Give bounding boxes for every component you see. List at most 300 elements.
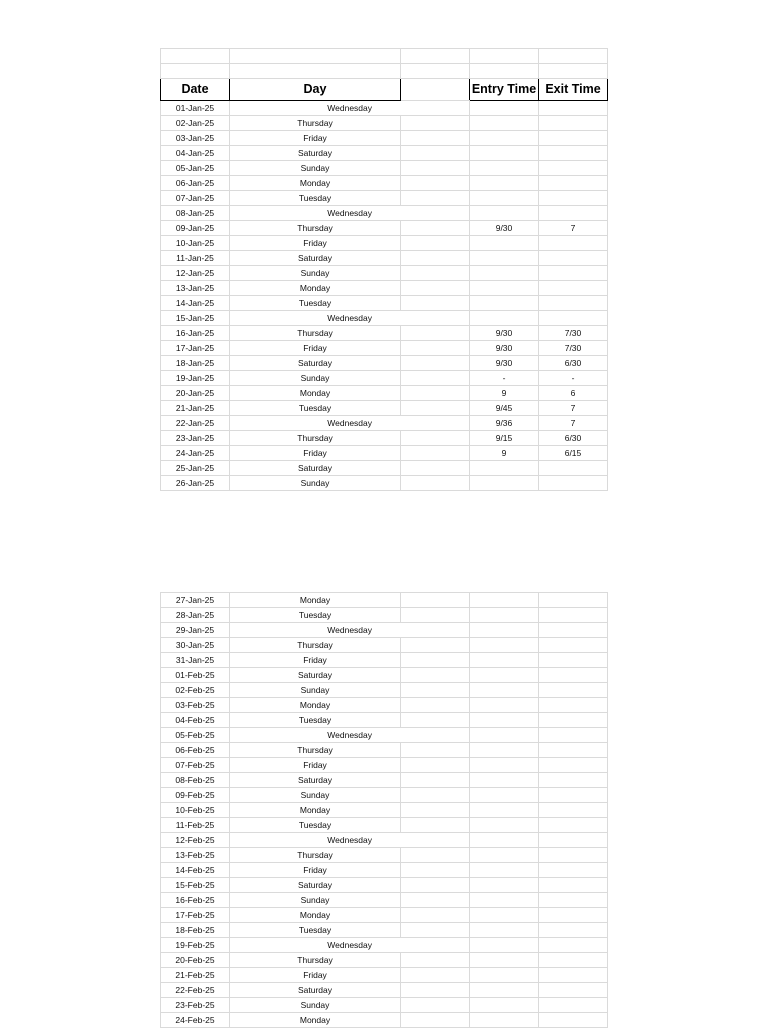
date-cell[interactable]: 06-Jan-25 [161, 176, 230, 191]
entry-time-cell[interactable] [470, 758, 539, 773]
entry-time-cell[interactable] [470, 296, 539, 311]
date-cell[interactable]: 21-Feb-25 [161, 968, 230, 983]
date-cell[interactable]: 02-Feb-25 [161, 683, 230, 698]
blank-cell[interactable] [401, 938, 470, 953]
day-cell[interactable]: Thursday [230, 953, 401, 968]
attendance-sheet-page-2 [160, 592, 608, 1028]
blank-cell[interactable] [401, 788, 470, 803]
day-cell[interactable]: Tuesday [230, 401, 401, 416]
exit-time-cell[interactable] [539, 476, 608, 491]
exit-time-cell[interactable] [539, 131, 608, 146]
entry-time-cell[interactable] [470, 863, 539, 878]
day-cell[interactable]: Sunday [230, 266, 401, 281]
blank-cell[interactable] [401, 998, 470, 1013]
exit-time-cell[interactable]: 6/30 [539, 356, 608, 371]
blank-cell[interactable] [401, 386, 470, 401]
blank-cell[interactable] [401, 863, 470, 878]
day-cell[interactable]: Tuesday [230, 713, 401, 728]
day-cell[interactable]: Monday [230, 593, 401, 608]
blank-cell[interactable] [401, 176, 470, 191]
entry-time-cell[interactable] [470, 953, 539, 968]
day-cell[interactable]: Friday [230, 341, 401, 356]
table-row [161, 206, 608, 221]
entry-time-cell[interactable] [470, 161, 539, 176]
header-day[interactable]: Day [230, 79, 401, 101]
blank-cell[interactable] [401, 416, 470, 431]
exit-time-cell[interactable] [539, 683, 608, 698]
table-row [161, 848, 608, 863]
date-cell[interactable]: 20-Jan-25 [161, 386, 230, 401]
entry-time-cell[interactable] [470, 116, 539, 131]
date-cell[interactable]: 17-Feb-25 [161, 908, 230, 923]
exit-time-cell[interactable] [539, 146, 608, 161]
exit-time-cell[interactable]: 7/30 [539, 326, 608, 341]
exit-time-cell[interactable] [539, 176, 608, 191]
blank-cell[interactable] [401, 236, 470, 251]
table-row [161, 833, 608, 848]
date-cell[interactable]: 24-Jan-25 [161, 446, 230, 461]
day-cell[interactable]: Monday [230, 698, 401, 713]
table-row [161, 116, 608, 131]
table-row [161, 176, 608, 191]
blank-cell[interactable] [401, 191, 470, 206]
exit-time-cell[interactable] [539, 788, 608, 803]
entry-time-cell[interactable] [470, 848, 539, 863]
blank-cell[interactable] [401, 683, 470, 698]
blank-cell[interactable] [401, 101, 470, 116]
date-cell[interactable]: 18-Feb-25 [161, 923, 230, 938]
table-row [161, 878, 608, 893]
day-cell[interactable]: Sunday [230, 161, 401, 176]
blank-cell[interactable] [401, 908, 470, 923]
day-cell[interactable]: Monday [230, 803, 401, 818]
day-cell[interactable]: Saturday [230, 461, 401, 476]
blank-cell[interactable] [401, 638, 470, 653]
day-cell[interactable]: Saturday [230, 146, 401, 161]
day-cell[interactable]: Monday [230, 176, 401, 191]
day-cell[interactable]: Monday [230, 1013, 401, 1028]
date-cell[interactable]: 12-Jan-25 [161, 266, 230, 281]
entry-time-cell[interactable] [470, 251, 539, 266]
date-cell[interactable]: 01-Jan-25 [161, 101, 230, 116]
exit-time-cell[interactable] [539, 803, 608, 818]
exit-time-cell[interactable]: - [539, 371, 608, 386]
exit-time-cell[interactable] [539, 908, 608, 923]
exit-time-cell[interactable] [539, 191, 608, 206]
day-cell[interactable]: Thursday [230, 743, 401, 758]
day-cell[interactable]: Monday [230, 386, 401, 401]
day-cell[interactable]: Tuesday [230, 818, 401, 833]
date-cell[interactable]: 16-Jan-25 [161, 326, 230, 341]
blank-cell[interactable] [401, 833, 470, 848]
exit-time-cell[interactable] [539, 653, 608, 668]
exit-time-cell[interactable] [539, 938, 608, 953]
date-cell[interactable]: 05-Feb-25 [161, 728, 230, 743]
day-cell[interactable]: Tuesday [230, 608, 401, 623]
blank-cell[interactable] [401, 311, 470, 326]
exit-time-cell[interactable]: 7/30 [539, 341, 608, 356]
day-cell[interactable]: Thursday [230, 221, 401, 236]
day-cell[interactable]: Saturday [230, 773, 401, 788]
exit-time-cell[interactable]: 7 [539, 401, 608, 416]
day-cell[interactable]: Thursday [230, 431, 401, 446]
date-cell[interactable]: 17-Jan-25 [161, 341, 230, 356]
date-cell[interactable]: 04-Jan-25 [161, 146, 230, 161]
date-cell[interactable]: 28-Jan-25 [161, 608, 230, 623]
date-cell[interactable]: 05-Jan-25 [161, 161, 230, 176]
entry-time-cell[interactable] [470, 698, 539, 713]
entry-time-cell[interactable] [470, 743, 539, 758]
day-cell[interactable]: Thursday [230, 848, 401, 863]
blank-cell[interactable] [401, 653, 470, 668]
date-cell[interactable]: 08-Jan-25 [161, 206, 230, 221]
blank-cell[interactable] [401, 326, 470, 341]
table-row [161, 713, 608, 728]
blank-cell[interactable] [401, 431, 470, 446]
exit-time-cell[interactable] [539, 728, 608, 743]
day-cell[interactable]: Thursday [230, 638, 401, 653]
day-cell[interactable]: Saturday [230, 983, 401, 998]
entry-time-cell[interactable] [470, 461, 539, 476]
date-cell[interactable]: 11-Feb-25 [161, 818, 230, 833]
date-cell[interactable]: 15-Feb-25 [161, 878, 230, 893]
table-row [161, 998, 608, 1013]
date-cell[interactable]: 10-Feb-25 [161, 803, 230, 818]
date-cell[interactable]: 11-Jan-25 [161, 251, 230, 266]
date-cell[interactable]: 09-Jan-25 [161, 221, 230, 236]
day-cell[interactable]: Wednesday [230, 416, 401, 431]
blank-cell[interactable] [401, 968, 470, 983]
blank-cell[interactable] [401, 893, 470, 908]
exit-time-cell[interactable] [539, 236, 608, 251]
date-cell[interactable]: 01-Feb-25 [161, 668, 230, 683]
date-cell[interactable]: 03-Feb-25 [161, 698, 230, 713]
entry-time-cell[interactable] [470, 653, 539, 668]
exit-time-cell[interactable] [539, 713, 608, 728]
date-cell[interactable]: 15-Jan-25 [161, 311, 230, 326]
date-cell[interactable]: 19-Jan-25 [161, 371, 230, 386]
date-cell[interactable]: 09-Feb-25 [161, 788, 230, 803]
exit-time-cell[interactable] [539, 1013, 608, 1028]
entry-time-cell[interactable] [470, 101, 539, 116]
exit-time-cell[interactable]: 6 [539, 386, 608, 401]
blank-cell[interactable] [401, 713, 470, 728]
day-cell[interactable]: Friday [230, 758, 401, 773]
exit-time-cell[interactable] [539, 101, 608, 116]
exit-time-cell[interactable] [539, 968, 608, 983]
day-cell[interactable]: Friday [230, 446, 401, 461]
entry-time-cell[interactable] [470, 593, 539, 608]
day-cell[interactable]: Saturday [230, 356, 401, 371]
date-cell[interactable]: 25-Jan-25 [161, 461, 230, 476]
header-entry-time[interactable]: Entry Time [470, 79, 539, 101]
blank-cell[interactable] [401, 476, 470, 491]
blank-cell[interactable] [401, 206, 470, 221]
blank-cell[interactable] [401, 668, 470, 683]
date-cell[interactable]: 18-Jan-25 [161, 356, 230, 371]
entry-time-cell[interactable] [470, 713, 539, 728]
blank-cell[interactable] [401, 818, 470, 833]
exit-time-cell[interactable] [539, 863, 608, 878]
date-cell[interactable]: 08-Feb-25 [161, 773, 230, 788]
table-row [161, 461, 608, 476]
blank-cell[interactable] [401, 728, 470, 743]
date-cell[interactable]: 02-Jan-25 [161, 116, 230, 131]
entry-time-cell[interactable]: 9/30 [470, 356, 539, 371]
day-cell[interactable]: Monday [230, 908, 401, 923]
blank-cell[interactable] [401, 221, 470, 236]
date-cell[interactable]: 07-Feb-25 [161, 758, 230, 773]
header-date[interactable]: Date [161, 79, 230, 101]
entry-time-cell[interactable] [470, 236, 539, 251]
day-cell[interactable]: Tuesday [230, 296, 401, 311]
date-cell[interactable]: 31-Jan-25 [161, 653, 230, 668]
exit-time-cell[interactable] [539, 773, 608, 788]
entry-time-cell[interactable] [470, 818, 539, 833]
blank-cell[interactable] [401, 281, 470, 296]
blank-cell[interactable] [401, 593, 470, 608]
day-cell[interactable]: Wednesday [230, 623, 401, 638]
entry-time-cell[interactable]: 9/30 [470, 221, 539, 236]
day-cell[interactable]: Thursday [230, 326, 401, 341]
date-cell[interactable]: 26-Jan-25 [161, 476, 230, 491]
date-cell[interactable]: 29-Jan-25 [161, 623, 230, 638]
entry-time-cell[interactable]: 9/15 [470, 431, 539, 446]
exit-time-cell[interactable]: 7 [539, 416, 608, 431]
date-cell[interactable]: 06-Feb-25 [161, 743, 230, 758]
exit-time-cell[interactable] [539, 266, 608, 281]
date-cell[interactable]: 23-Feb-25 [161, 998, 230, 1013]
day-cell[interactable]: Wednesday [230, 728, 401, 743]
date-cell[interactable]: 19-Feb-25 [161, 938, 230, 953]
empty-row [161, 64, 608, 79]
blank-cell[interactable] [401, 131, 470, 146]
day-cell[interactable]: Wednesday [230, 101, 401, 116]
blank-cell[interactable] [401, 623, 470, 638]
entry-time-cell[interactable] [470, 623, 539, 638]
exit-time-cell[interactable] [539, 623, 608, 638]
blank-cell[interactable] [401, 983, 470, 998]
day-cell[interactable]: Tuesday [230, 191, 401, 206]
blank-cell[interactable] [401, 878, 470, 893]
entry-time-cell[interactable] [470, 638, 539, 653]
entry-time-cell[interactable]: - [470, 371, 539, 386]
exit-time-cell[interactable] [539, 251, 608, 266]
blank-cell[interactable] [401, 371, 470, 386]
table-row [161, 161, 608, 176]
entry-time-cell[interactable] [470, 803, 539, 818]
exit-time-cell[interactable] [539, 461, 608, 476]
entry-time-cell[interactable] [470, 146, 539, 161]
entry-time-cell[interactable]: 9/30 [470, 326, 539, 341]
entry-time-cell[interactable] [470, 788, 539, 803]
entry-time-cell[interactable] [470, 728, 539, 743]
blank-cell[interactable] [401, 698, 470, 713]
date-cell[interactable]: 24-Feb-25 [161, 1013, 230, 1028]
blank-cell[interactable] [401, 251, 470, 266]
blank-cell[interactable] [401, 803, 470, 818]
table-row [161, 683, 608, 698]
exit-time-cell[interactable] [539, 953, 608, 968]
blank-cell[interactable] [401, 266, 470, 281]
date-cell[interactable]: 30-Jan-25 [161, 638, 230, 653]
exit-time-cell[interactable] [539, 983, 608, 998]
date-cell[interactable]: 12-Feb-25 [161, 833, 230, 848]
date-cell[interactable]: 07-Jan-25 [161, 191, 230, 206]
day-cell[interactable]: Saturday [230, 878, 401, 893]
table-row [161, 371, 608, 386]
exit-time-cell[interactable] [539, 638, 608, 653]
entry-time-cell[interactable] [470, 878, 539, 893]
blank-cell[interactable] [401, 356, 470, 371]
exit-time-cell[interactable]: 7 [539, 221, 608, 236]
day-cell[interactable]: Thursday [230, 116, 401, 131]
day-cell[interactable]: Saturday [230, 251, 401, 266]
date-cell[interactable]: 23-Jan-25 [161, 431, 230, 446]
exit-time-cell[interactable] [539, 743, 608, 758]
header-exit-time[interactable]: Exit Time [539, 79, 608, 101]
date-cell[interactable]: 27-Jan-25 [161, 593, 230, 608]
entry-time-cell[interactable] [470, 968, 539, 983]
exit-time-cell[interactable] [539, 893, 608, 908]
date-cell[interactable]: 13-Jan-25 [161, 281, 230, 296]
entry-time-cell[interactable] [470, 311, 539, 326]
entry-time-cell[interactable] [470, 998, 539, 1013]
day-cell[interactable]: Wednesday [230, 206, 401, 221]
exit-time-cell[interactable] [539, 923, 608, 938]
table-row [161, 401, 608, 416]
exit-time-cell[interactable] [539, 296, 608, 311]
blank-cell[interactable] [401, 773, 470, 788]
day-cell[interactable]: Sunday [230, 893, 401, 908]
table-row [161, 968, 608, 983]
entry-time-cell[interactable] [470, 176, 539, 191]
blank-cell[interactable] [401, 608, 470, 623]
entry-time-cell[interactable]: 9 [470, 386, 539, 401]
entry-time-cell[interactable] [470, 608, 539, 623]
entry-time-cell[interactable] [470, 668, 539, 683]
day-cell[interactable]: Sunday [230, 371, 401, 386]
table-row [161, 623, 608, 638]
exit-time-cell[interactable]: 6/15 [539, 446, 608, 461]
exit-time-cell[interactable] [539, 818, 608, 833]
exit-time-cell[interactable] [539, 668, 608, 683]
table-row [161, 281, 608, 296]
entry-time-cell[interactable] [470, 938, 539, 953]
exit-time-cell[interactable] [539, 161, 608, 176]
exit-time-cell[interactable] [539, 608, 608, 623]
exit-time-cell[interactable] [539, 998, 608, 1013]
day-cell[interactable]: Friday [230, 968, 401, 983]
empty-row [161, 49, 608, 64]
date-cell[interactable]: 04-Feb-25 [161, 713, 230, 728]
exit-time-cell[interactable] [539, 878, 608, 893]
blank-cell[interactable] [401, 161, 470, 176]
exit-time-cell[interactable]: 6/30 [539, 431, 608, 446]
blank-cell[interactable] [401, 461, 470, 476]
entry-time-cell[interactable] [470, 773, 539, 788]
entry-time-cell[interactable]: 9 [470, 446, 539, 461]
entry-time-cell[interactable] [470, 908, 539, 923]
day-cell[interactable]: Wednesday [230, 938, 401, 953]
day-cell[interactable]: Tuesday [230, 923, 401, 938]
blank-cell[interactable] [401, 446, 470, 461]
entry-time-cell[interactable]: 9/36 [470, 416, 539, 431]
entry-time-cell[interactable]: 9/45 [470, 401, 539, 416]
date-cell[interactable]: 14-Jan-25 [161, 296, 230, 311]
blank-cell[interactable] [401, 1013, 470, 1028]
exit-time-cell[interactable] [539, 116, 608, 131]
entry-time-cell[interactable]: 9/30 [470, 341, 539, 356]
entry-time-cell[interactable] [470, 131, 539, 146]
day-cell[interactable]: Friday [230, 653, 401, 668]
day-cell[interactable]: Sunday [230, 683, 401, 698]
entry-time-cell[interactable] [470, 683, 539, 698]
entry-time-cell[interactable] [470, 281, 539, 296]
blank-cell[interactable] [401, 401, 470, 416]
day-cell[interactable]: Friday [230, 236, 401, 251]
date-cell[interactable]: 13-Feb-25 [161, 848, 230, 863]
entry-time-cell[interactable] [470, 191, 539, 206]
entry-time-cell[interactable] [470, 833, 539, 848]
blank-cell[interactable] [401, 923, 470, 938]
entry-time-cell[interactable] [470, 983, 539, 998]
blank-cell[interactable] [401, 743, 470, 758]
date-cell[interactable]: 14-Feb-25 [161, 863, 230, 878]
exit-time-cell[interactable] [539, 758, 608, 773]
date-cell[interactable]: 16-Feb-25 [161, 893, 230, 908]
exit-time-cell[interactable] [539, 593, 608, 608]
date-cell[interactable]: 22-Feb-25 [161, 983, 230, 998]
entry-time-cell[interactable] [470, 1013, 539, 1028]
blank-cell[interactable] [401, 341, 470, 356]
header-row [161, 79, 608, 101]
blank-cell[interactable] [401, 953, 470, 968]
date-cell[interactable]: 22-Jan-25 [161, 416, 230, 431]
blank-cell[interactable] [401, 848, 470, 863]
entry-time-cell[interactable] [470, 476, 539, 491]
day-cell[interactable]: Monday [230, 281, 401, 296]
exit-time-cell[interactable] [539, 833, 608, 848]
day-cell[interactable]: Sunday [230, 476, 401, 491]
date-cell[interactable]: 03-Jan-25 [161, 131, 230, 146]
exit-time-cell[interactable] [539, 848, 608, 863]
date-cell[interactable]: 21-Jan-25 [161, 401, 230, 416]
day-cell[interactable]: Wednesday [230, 311, 401, 326]
day-cell[interactable]: Friday [230, 131, 401, 146]
blank-cell[interactable] [401, 146, 470, 161]
day-cell[interactable]: Sunday [230, 998, 401, 1013]
header-blank-cell[interactable] [401, 79, 470, 101]
date-cell[interactable]: 20-Feb-25 [161, 953, 230, 968]
day-cell[interactable]: Saturday [230, 668, 401, 683]
day-cell[interactable]: Sunday [230, 788, 401, 803]
entry-time-cell[interactable] [470, 206, 539, 221]
exit-time-cell[interactable] [539, 311, 608, 326]
exit-time-cell[interactable] [539, 281, 608, 296]
exit-time-cell[interactable] [539, 206, 608, 221]
day-cell[interactable]: Friday [230, 863, 401, 878]
day-cell[interactable]: Wednesday [230, 833, 401, 848]
entry-time-cell[interactable] [470, 266, 539, 281]
blank-cell[interactable] [401, 296, 470, 311]
entry-time-cell[interactable] [470, 923, 539, 938]
date-cell[interactable]: 10-Jan-25 [161, 236, 230, 251]
entry-time-cell[interactable] [470, 893, 539, 908]
exit-time-cell[interactable] [539, 698, 608, 713]
blank-cell[interactable] [401, 758, 470, 773]
blank-cell[interactable] [401, 116, 470, 131]
